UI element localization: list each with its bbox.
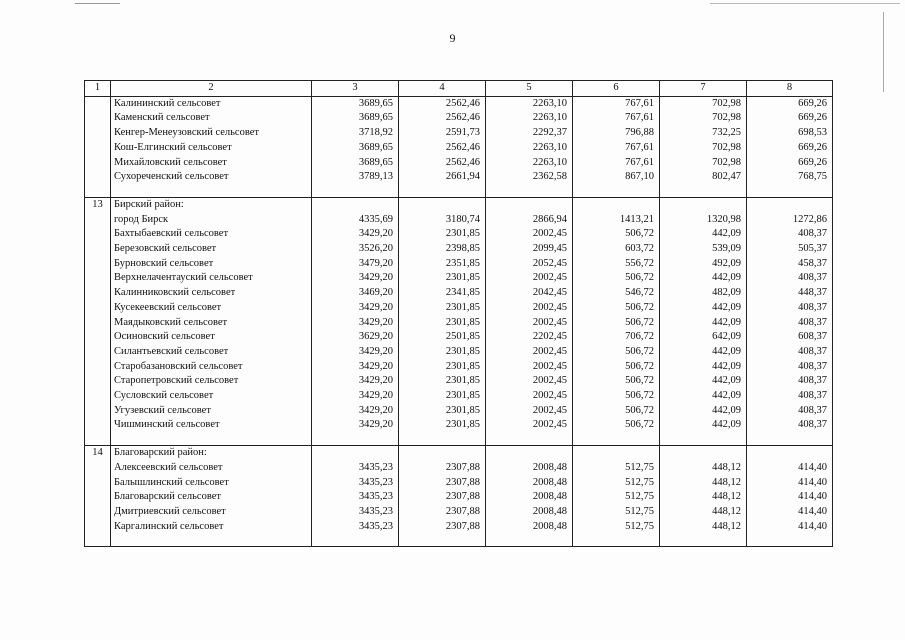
value-cell: 2002,45 — [486, 301, 573, 316]
table-row — [85, 126, 833, 141]
empty-cell — [486, 197, 573, 212]
table-row — [85, 242, 833, 257]
value-cell: 2307,88 — [399, 505, 486, 520]
value-cell: 702,98 — [660, 141, 747, 156]
value-cell: 556,72 — [573, 257, 660, 272]
empty-cell — [399, 534, 486, 547]
value-cell: 2661,94 — [399, 170, 486, 185]
column-header: 3 — [312, 81, 399, 97]
empty-cell — [486, 433, 573, 446]
value-cell: 669,26 — [747, 111, 833, 126]
empty-cell — [573, 185, 660, 198]
table-row — [85, 257, 833, 272]
table-row — [85, 360, 833, 375]
value-cell: 2002,45 — [486, 271, 573, 286]
value-cell: 2202,45 — [486, 330, 573, 345]
value-cell: 767,61 — [573, 156, 660, 171]
value-cell: 506,72 — [573, 301, 660, 316]
value-cell: 3435,23 — [312, 520, 399, 535]
value-cell: 442,09 — [660, 227, 747, 242]
value-cell: 3435,23 — [312, 505, 399, 520]
column-header: 2 — [111, 81, 312, 97]
value-cell: 3429,20 — [312, 345, 399, 360]
value-cell: 3435,23 — [312, 490, 399, 505]
settlement-name: Бурновский сельсовет — [111, 257, 312, 272]
value-cell: 1320,98 — [660, 213, 747, 228]
value-cell: 408,37 — [747, 301, 833, 316]
settlement-name: Балышлинский сельсовет — [111, 476, 312, 491]
value-cell: 3526,20 — [312, 242, 399, 257]
value-cell: 512,75 — [573, 490, 660, 505]
empty-cell — [660, 433, 747, 446]
value-cell: 3429,20 — [312, 404, 399, 419]
value-cell: 2263,10 — [486, 141, 573, 156]
value-cell: 2562,46 — [399, 141, 486, 156]
settlement-name: Маядыковский сельсовет — [111, 316, 312, 331]
empty-cell — [486, 446, 573, 461]
table-group — [85, 197, 833, 445]
value-cell: 2008,48 — [486, 505, 573, 520]
value-cell: 408,37 — [747, 360, 833, 375]
value-cell: 414,40 — [747, 461, 833, 476]
value-cell: 2562,46 — [399, 111, 486, 126]
value-cell: 2002,45 — [486, 404, 573, 419]
value-cell: 3429,20 — [312, 271, 399, 286]
column-header: 4 — [399, 81, 486, 97]
value-cell: 796,88 — [573, 126, 660, 141]
value-cell: 2263,10 — [486, 111, 573, 126]
table-row — [85, 476, 833, 491]
settlement-name: Березовский сельсовет — [111, 242, 312, 257]
value-cell: 506,72 — [573, 404, 660, 419]
empty-cell — [399, 446, 486, 461]
column-header: 1 — [85, 81, 111, 97]
settlement-name: Калинниковский сельсовет — [111, 286, 312, 301]
table-row — [85, 156, 833, 171]
value-cell: 867,10 — [573, 170, 660, 185]
value-cell: 706,72 — [573, 330, 660, 345]
table-row — [85, 418, 833, 433]
value-cell: 2301,85 — [399, 345, 486, 360]
settlement-name: Дмитриевский сельсовет — [111, 505, 312, 520]
value-cell: 2002,45 — [486, 316, 573, 331]
value-cell: 3479,20 — [312, 257, 399, 272]
column-header: 5 — [486, 81, 573, 97]
value-cell: 408,37 — [747, 418, 833, 433]
empty-cell — [660, 197, 747, 212]
group-title: Благоварский район: — [111, 446, 312, 461]
table-row — [85, 213, 833, 228]
settlement-name: Сухореченский сельсовет — [111, 170, 312, 185]
value-cell: 2307,88 — [399, 476, 486, 491]
value-cell: 3718,92 — [312, 126, 399, 141]
empty-cell — [747, 433, 833, 446]
value-cell: 767,61 — [573, 141, 660, 156]
value-cell: 2301,85 — [399, 316, 486, 331]
value-cell: 3429,20 — [312, 389, 399, 404]
value-cell: 408,37 — [747, 389, 833, 404]
value-cell: 2263,10 — [486, 156, 573, 171]
value-cell: 2002,45 — [486, 345, 573, 360]
table-group — [85, 96, 833, 197]
value-cell: 669,26 — [747, 141, 833, 156]
value-cell: 546,72 — [573, 286, 660, 301]
table-row — [85, 374, 833, 389]
table-row — [85, 404, 833, 419]
empty-cell — [660, 185, 747, 198]
value-cell: 442,09 — [660, 301, 747, 316]
value-cell: 512,75 — [573, 476, 660, 491]
settlement-name: Сусловский сельсовет — [111, 389, 312, 404]
value-cell: 2307,88 — [399, 490, 486, 505]
value-cell: 506,72 — [573, 227, 660, 242]
empty-cell — [312, 446, 399, 461]
table-row — [85, 330, 833, 345]
value-cell: 2008,48 — [486, 461, 573, 476]
value-cell: 512,75 — [573, 505, 660, 520]
table-row — [85, 490, 833, 505]
value-cell: 603,72 — [573, 242, 660, 257]
value-cell: 3689,65 — [312, 156, 399, 171]
empty-cell — [747, 534, 833, 547]
value-cell: 408,37 — [747, 271, 833, 286]
value-cell: 2591,73 — [399, 126, 486, 141]
value-cell: 2002,45 — [486, 418, 573, 433]
value-cell: 2301,85 — [399, 360, 486, 375]
value-cell: 3689,65 — [312, 111, 399, 126]
value-cell: 505,37 — [747, 242, 833, 257]
value-cell: 669,26 — [747, 96, 833, 111]
settlement-name: Осиновский сельсовет — [111, 330, 312, 345]
value-cell: 512,75 — [573, 520, 660, 535]
value-cell: 702,98 — [660, 156, 747, 171]
table-row — [85, 316, 833, 331]
value-cell: 4335,69 — [312, 213, 399, 228]
value-cell: 3789,13 — [312, 170, 399, 185]
value-cell: 2301,85 — [399, 389, 486, 404]
value-cell: 506,72 — [573, 360, 660, 375]
value-cell: 539,09 — [660, 242, 747, 257]
table-row — [85, 461, 833, 476]
value-cell: 3429,20 — [312, 374, 399, 389]
settlement-name: город Бирск — [111, 213, 312, 228]
value-cell: 2292,37 — [486, 126, 573, 141]
value-cell: 442,09 — [660, 374, 747, 389]
group-index: 13 — [85, 197, 111, 445]
value-cell: 2398,85 — [399, 242, 486, 257]
settlement-name: Бахтыбаевский сельсовет — [111, 227, 312, 242]
settlement-name: Угузевский сельсовет — [111, 404, 312, 419]
value-cell: 448,12 — [660, 476, 747, 491]
group-spacer — [85, 433, 833, 446]
value-cell: 732,25 — [660, 126, 747, 141]
value-cell: 2002,45 — [486, 360, 573, 375]
value-cell: 767,61 — [573, 111, 660, 126]
value-cell: 414,40 — [747, 476, 833, 491]
value-cell: 408,37 — [747, 374, 833, 389]
value-cell: 442,09 — [660, 316, 747, 331]
settlement-name: Кенгер-Менеузовский сельсовет — [111, 126, 312, 141]
value-cell: 512,75 — [573, 461, 660, 476]
value-cell: 414,40 — [747, 490, 833, 505]
settlement-name: Старобазановский сельсовет — [111, 360, 312, 375]
value-cell: 702,98 — [660, 111, 747, 126]
value-cell: 2052,45 — [486, 257, 573, 272]
table-row — [85, 301, 833, 316]
value-cell: 408,37 — [747, 404, 833, 419]
group-title-row — [85, 197, 833, 212]
value-cell: 2501,85 — [399, 330, 486, 345]
empty-cell — [660, 446, 747, 461]
table-row — [85, 505, 833, 520]
empty-cell — [399, 185, 486, 198]
value-cell: 492,09 — [660, 257, 747, 272]
value-cell: 3689,65 — [312, 96, 399, 111]
empty-cell — [573, 197, 660, 212]
settlement-name: Старопетровский сельсовет — [111, 374, 312, 389]
value-cell: 642,09 — [660, 330, 747, 345]
table-row — [85, 141, 833, 156]
settlement-name: Чишминский сельсовет — [111, 418, 312, 433]
empty-cell — [399, 197, 486, 212]
settlement-name: Верхнелачентауский сельсовет — [111, 271, 312, 286]
value-cell: 2866,94 — [486, 213, 573, 228]
value-cell: 506,72 — [573, 389, 660, 404]
settlement-name: Силантьевский сельсовет — [111, 345, 312, 360]
value-cell: 2562,46 — [399, 156, 486, 171]
empty-cell — [747, 446, 833, 461]
value-cell: 3429,20 — [312, 227, 399, 242]
value-cell: 2307,88 — [399, 520, 486, 535]
value-cell: 768,75 — [747, 170, 833, 185]
value-cell: 506,72 — [573, 374, 660, 389]
empty-cell — [660, 534, 747, 547]
value-cell: 3469,20 — [312, 286, 399, 301]
empty-cell — [399, 433, 486, 446]
value-cell: 442,09 — [660, 404, 747, 419]
value-cell: 2002,45 — [486, 374, 573, 389]
value-cell: 3429,20 — [312, 316, 399, 331]
empty-cell — [111, 185, 312, 198]
empty-cell — [111, 433, 312, 446]
value-cell: 2008,48 — [486, 520, 573, 535]
value-cell: 448,12 — [660, 520, 747, 535]
empty-cell — [486, 185, 573, 198]
value-cell: 506,72 — [573, 345, 660, 360]
empty-cell — [312, 197, 399, 212]
value-cell: 3435,23 — [312, 461, 399, 476]
value-cell: 2362,58 — [486, 170, 573, 185]
scan-artifact-edge — [883, 12, 884, 92]
value-cell: 2301,85 — [399, 301, 486, 316]
value-cell: 3689,65 — [312, 141, 399, 156]
value-cell: 1272,86 — [747, 213, 833, 228]
value-cell: 2341,85 — [399, 286, 486, 301]
table-header — [85, 81, 833, 97]
value-cell: 3435,23 — [312, 476, 399, 491]
value-cell: 2008,48 — [486, 490, 573, 505]
empty-cell — [573, 433, 660, 446]
value-cell: 3429,20 — [312, 301, 399, 316]
empty-cell — [111, 534, 312, 547]
value-cell: 2002,45 — [486, 227, 573, 242]
table-row — [85, 96, 833, 111]
value-cell: 3629,20 — [312, 330, 399, 345]
value-cell: 802,47 — [660, 170, 747, 185]
table-row — [85, 345, 833, 360]
value-cell: 2042,45 — [486, 286, 573, 301]
value-cell: 698,53 — [747, 126, 833, 141]
value-cell: 442,09 — [660, 389, 747, 404]
settlement-name: Каргалинский сельсовет — [111, 520, 312, 535]
group-title-row — [85, 446, 833, 461]
value-cell: 2301,85 — [399, 404, 486, 419]
value-cell: 458,37 — [747, 257, 833, 272]
table-row — [85, 286, 833, 301]
value-cell: 2562,46 — [399, 96, 486, 111]
group-title: Бирский район: — [111, 197, 312, 212]
value-cell: 1413,21 — [573, 213, 660, 228]
value-cell: 669,26 — [747, 156, 833, 171]
column-header: 8 — [747, 81, 833, 97]
empty-cell — [312, 534, 399, 547]
value-cell: 767,61 — [573, 96, 660, 111]
value-cell: 442,09 — [660, 360, 747, 375]
empty-cell — [747, 185, 833, 198]
value-cell: 448,12 — [660, 490, 747, 505]
value-cell: 506,72 — [573, 316, 660, 331]
settlement-name: Благоварский сельсовет — [111, 490, 312, 505]
empty-cell — [312, 185, 399, 198]
table-group — [85, 446, 833, 547]
settlement-name: Алексеевский сельсовет — [111, 461, 312, 476]
empty-cell — [573, 446, 660, 461]
value-cell: 608,37 — [747, 330, 833, 345]
table-row — [85, 520, 833, 535]
value-cell: 448,12 — [660, 461, 747, 476]
settlement-name: Кош-Елгинский сельсовет — [111, 141, 312, 156]
value-cell: 2301,85 — [399, 271, 486, 286]
empty-cell — [573, 534, 660, 547]
settlement-name: Калининский сельсовет — [111, 96, 312, 111]
value-cell: 2307,88 — [399, 461, 486, 476]
data-table — [84, 80, 833, 547]
table-row — [85, 227, 833, 242]
scan-artifact-line — [710, 3, 900, 4]
value-cell: 2002,45 — [486, 389, 573, 404]
header-row — [85, 81, 833, 97]
empty-cell — [747, 197, 833, 212]
column-header: 7 — [660, 81, 747, 97]
value-cell: 448,37 — [747, 286, 833, 301]
value-cell: 414,40 — [747, 505, 833, 520]
group-index: 14 — [85, 446, 111, 547]
value-cell: 506,72 — [573, 271, 660, 286]
table-row — [85, 170, 833, 185]
empty-cell — [486, 534, 573, 547]
value-cell: 408,37 — [747, 316, 833, 331]
group-spacer — [85, 534, 833, 547]
value-cell: 3429,20 — [312, 360, 399, 375]
settlement-name: Михайловский сельсовет — [111, 156, 312, 171]
value-cell: 2099,45 — [486, 242, 573, 257]
column-header: 6 — [573, 81, 660, 97]
value-cell: 3429,20 — [312, 418, 399, 433]
value-cell: 414,40 — [747, 520, 833, 535]
value-cell: 2008,48 — [486, 476, 573, 491]
value-cell: 408,37 — [747, 227, 833, 242]
value-cell: 448,12 — [660, 505, 747, 520]
value-cell: 442,09 — [660, 418, 747, 433]
table-row — [85, 111, 833, 126]
value-cell: 442,09 — [660, 271, 747, 286]
page-number: 9 — [449, 31, 456, 45]
group-index — [85, 96, 111, 197]
table-row — [85, 271, 833, 286]
value-cell: 506,72 — [573, 418, 660, 433]
empty-cell — [312, 433, 399, 446]
group-spacer — [85, 185, 833, 198]
table-row — [85, 389, 833, 404]
settlement-name: Кусекеевский сельсовет — [111, 301, 312, 316]
value-cell: 2301,85 — [399, 374, 486, 389]
value-cell: 408,37 — [747, 345, 833, 360]
value-cell: 2351,85 — [399, 257, 486, 272]
settlement-name: Каменский сельсовет — [111, 111, 312, 126]
value-cell: 482,09 — [660, 286, 747, 301]
value-cell: 702,98 — [660, 96, 747, 111]
value-cell: 3180,74 — [399, 213, 486, 228]
value-cell: 442,09 — [660, 345, 747, 360]
value-cell: 2263,10 — [486, 96, 573, 111]
scan-artifact-line — [75, 3, 120, 4]
value-cell: 2301,85 — [399, 227, 486, 242]
value-cell: 2301,85 — [399, 418, 486, 433]
